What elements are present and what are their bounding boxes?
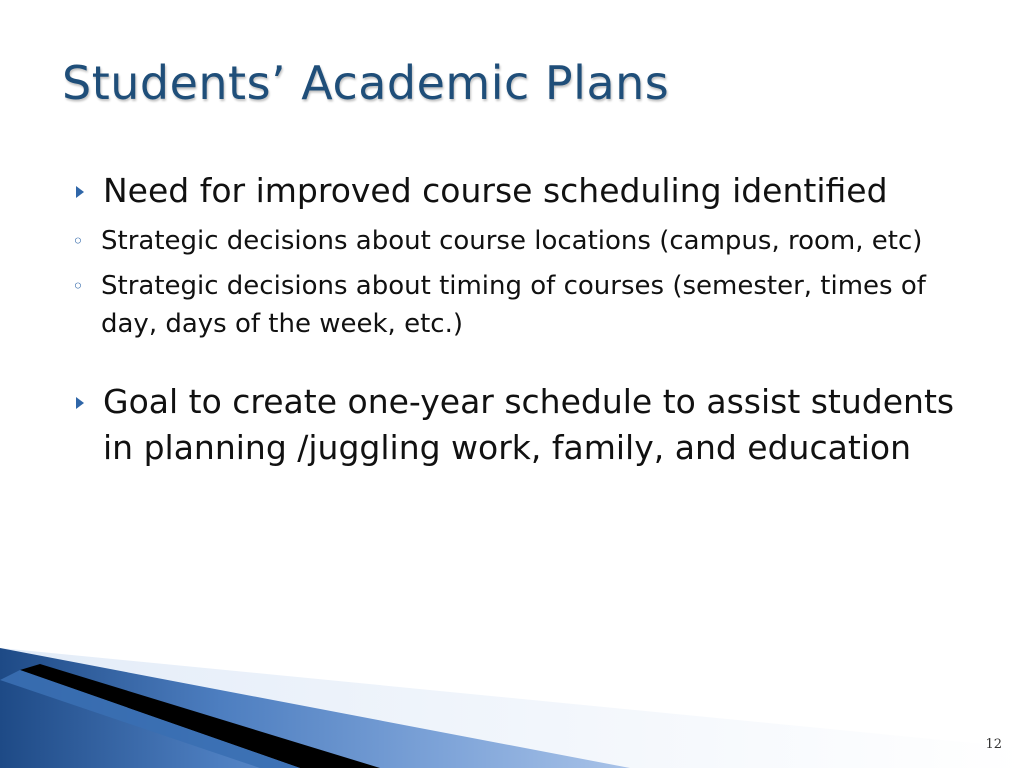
sub-bullet-item: [72, 222, 931, 260]
triangle-bullet-icon: [76, 186, 84, 198]
decorative-swoosh: [0, 640, 1024, 768]
sub-bullet-item: [72, 267, 931, 343]
ring-bullet-icon: ◦: [72, 274, 84, 298]
slide-title: Students’ Academic Plans: [62, 56, 670, 110]
triangle-bullet-icon: [76, 397, 84, 409]
sub-bullet-text: Strategic decisions about timing of courses (semester, times of day, days of the week, etc.): [101, 271, 926, 339]
slide-content: [72, 168, 972, 471]
bullet-text: Goal to create one-year schedule to assist students in planning /juggling work, family, and education: [103, 382, 955, 467]
bullet-text: Need for improved course scheduling identified: [103, 171, 888, 210]
bullet-item: [72, 168, 972, 214]
bullet-item: [72, 379, 972, 471]
sub-bullet-text: Strategic decisions about course locations (campus, room, etc): [101, 226, 923, 256]
ring-bullet-icon: ◦: [72, 229, 84, 253]
sub-bullet-list: [72, 222, 972, 343]
page-number: 12: [985, 737, 1002, 752]
